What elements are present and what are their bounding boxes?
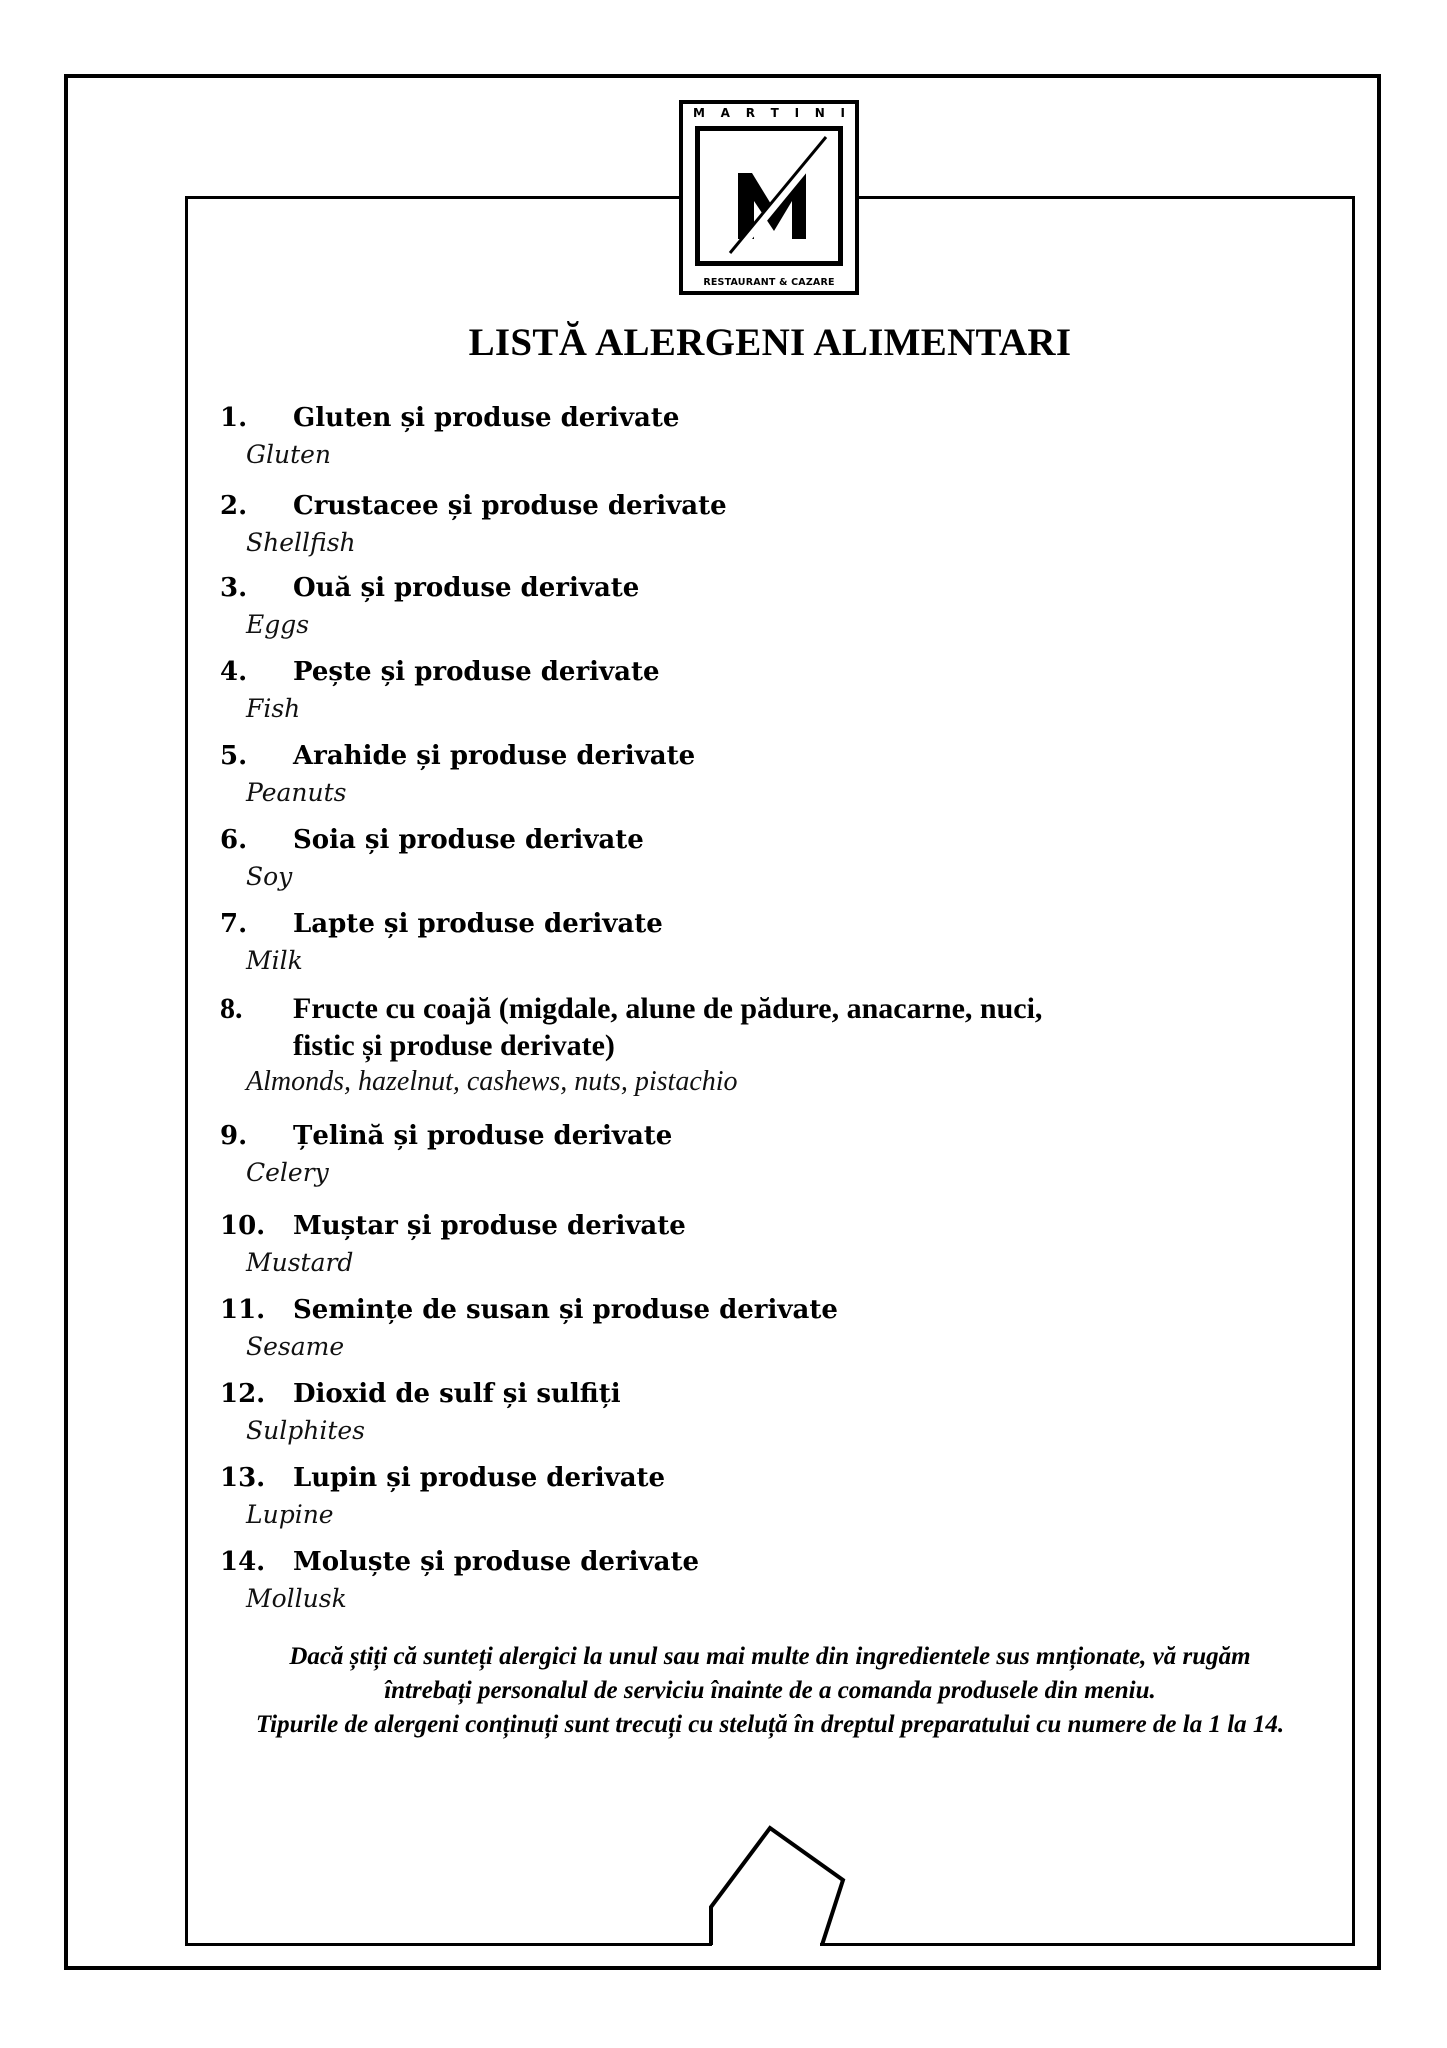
item-title-ro: Ouă și produse derivate bbox=[293, 573, 640, 603]
item-number: 11. bbox=[220, 1295, 266, 1325]
item-number: 1. bbox=[220, 403, 248, 433]
page-title: LISTĂ ALERGENI ALIMENTARI bbox=[468, 321, 1072, 364]
allergen-item bbox=[220, 1292, 1220, 1365]
item-number: 9. bbox=[220, 1121, 248, 1151]
allergen-item bbox=[220, 990, 1220, 1100]
item-title-ro: Fructe cu coajă (migdale, alune de pădure, anacarne, nuci, fistic și produse derivate) bbox=[293, 992, 1043, 1062]
item-title-en: Gluten bbox=[246, 440, 332, 469]
item-number: 2. bbox=[220, 491, 248, 521]
item-title-ro: Gluten și produse derivate bbox=[293, 403, 680, 433]
item-title-ro: Lupin și produse derivate bbox=[293, 1463, 666, 1493]
item-title-en: Shellfish bbox=[246, 528, 356, 557]
item-title-en: Celery bbox=[246, 1158, 329, 1187]
logo-monogram-box bbox=[695, 126, 843, 266]
item-title-ro: Pește și produse derivate bbox=[293, 657, 660, 687]
item-title-ro: Moluște și produse derivate bbox=[293, 1547, 700, 1577]
item-title-en: Milk bbox=[246, 946, 303, 975]
allergen-item bbox=[220, 1118, 1220, 1191]
notice-paragraph-ask-staff: Dacă știți că sunteți alergici la unul sau mai multe din ingredientele sus mnționate, vă rugăm întrebați personalul de serviciu înainte de a comanda produsele din meniu. bbox=[289, 1643, 1251, 1704]
item-title-ro: Dioxid de sulf și sulfiți bbox=[293, 1379, 621, 1409]
item-number: 10. bbox=[220, 1211, 266, 1241]
logo-brand-name: M A R T I N I bbox=[693, 106, 845, 120]
item-number: 13. bbox=[220, 1463, 266, 1493]
allergen-item bbox=[220, 1460, 1220, 1533]
item-number: 7. bbox=[220, 909, 248, 939]
item-number: 14. bbox=[220, 1547, 266, 1577]
allergen-item bbox=[220, 400, 1220, 473]
m-monogram-icon bbox=[700, 131, 838, 261]
logo-tagline: RESTAURANT & CAZARE bbox=[703, 277, 835, 288]
item-title-en: Sulphites bbox=[246, 1416, 365, 1445]
item-number: 8. bbox=[220, 992, 243, 1025]
allergen-item bbox=[220, 570, 1220, 643]
item-title-ro: Arahide și produse derivate bbox=[293, 741, 696, 771]
allergy-notice bbox=[230, 1640, 1310, 1742]
item-title-en: Eggs bbox=[246, 610, 310, 639]
item-title-ro: Lapte și produse derivate bbox=[293, 909, 663, 939]
allergen-item bbox=[220, 906, 1220, 979]
item-number: 6. bbox=[220, 825, 248, 855]
item-title-en: Fish bbox=[246, 694, 301, 723]
item-title-en: Lupine bbox=[246, 1500, 334, 1529]
item-number: 3. bbox=[220, 573, 248, 603]
item-title-en: Soy bbox=[246, 862, 293, 891]
item-title-ro: Soia și produse derivate bbox=[293, 825, 644, 855]
notice-paragraph-asterisk: Tipurile de alergeni conținuți sunt trecuți cu steluță în dreptul preparatului cu numere de la 1 la 14. bbox=[255, 1711, 1285, 1738]
item-title-en: Sesame bbox=[246, 1332, 345, 1361]
item-title-ro: Crustacee și produse derivate bbox=[293, 491, 727, 521]
item-title-ro: Muștar și produse derivate bbox=[293, 1211, 686, 1241]
item-number: 5. bbox=[220, 741, 248, 771]
item-title-ro: Țelină și produse derivate bbox=[293, 1121, 673, 1151]
item-title-ro: Semințe de susan și produse derivate bbox=[293, 1295, 838, 1325]
item-number: 12. bbox=[220, 1379, 266, 1409]
allergen-item bbox=[220, 1544, 1220, 1617]
allergen-item bbox=[220, 654, 1220, 727]
allergen-list bbox=[220, 400, 1220, 1617]
item-title-en: Mollusk bbox=[246, 1584, 347, 1613]
allergen-item bbox=[220, 738, 1220, 811]
allergen-item bbox=[220, 1376, 1220, 1449]
allergen-item bbox=[220, 822, 1220, 895]
item-title-en: Mustard bbox=[246, 1248, 354, 1277]
allergen-item bbox=[220, 1208, 1220, 1281]
item-title-en: Peanuts bbox=[246, 778, 347, 807]
allergen-item bbox=[220, 488, 1220, 561]
martini-logo bbox=[679, 100, 859, 295]
item-number: 4. bbox=[220, 657, 248, 687]
item-title-en: Almonds, hazelnut, cashews, nuts, pistachio bbox=[246, 1066, 738, 1097]
